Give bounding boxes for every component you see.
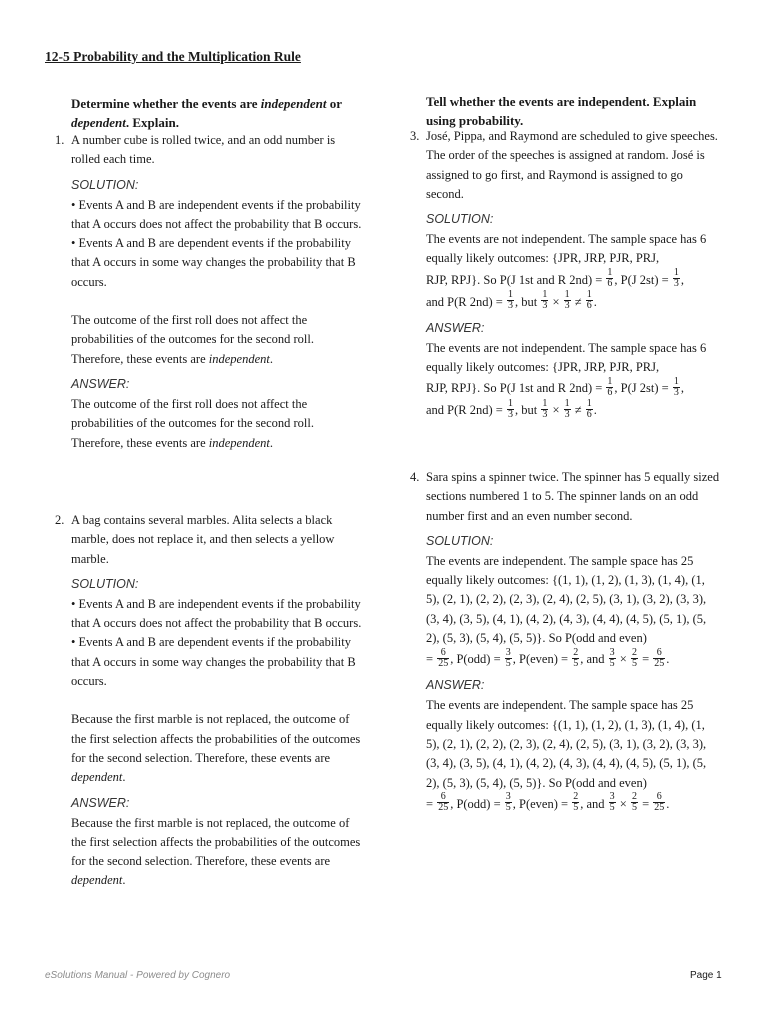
solution-emphasis: independent bbox=[208, 351, 270, 366]
definition-dependent: • Events A and B are dependent events if the probability that A occurs in some way changes the probability that B occurs. bbox=[71, 635, 356, 689]
heading-text: Determine whether the events are bbox=[71, 96, 261, 111]
denominator: 6 bbox=[586, 409, 592, 420]
fraction bbox=[631, 792, 638, 813]
probability-line-1 bbox=[426, 269, 720, 291]
numerator: 1 bbox=[607, 376, 613, 387]
heading-emphasis: dependent bbox=[71, 115, 126, 130]
denominator: 3 bbox=[542, 300, 548, 312]
denominator: 3 bbox=[564, 409, 570, 420]
fraction bbox=[541, 290, 548, 311]
solution-body: Because the first marble is not replaced, the outcome of the first selection affects the probabilities of the outcomes for the second selection. Therefore, these events are bbox=[71, 712, 361, 765]
answer-label: ANSWER: bbox=[426, 678, 485, 693]
fraction bbox=[609, 792, 616, 813]
fraction bbox=[507, 290, 514, 311]
denominator: 25 bbox=[438, 802, 449, 814]
fraction bbox=[572, 648, 579, 669]
numerator: 3 bbox=[505, 647, 511, 658]
denominator: 6 bbox=[607, 278, 613, 290]
numerator: 6 bbox=[656, 791, 662, 803]
denominator: 5 bbox=[631, 802, 637, 814]
numerator: 1 bbox=[564, 289, 570, 301]
problem-number: 4. bbox=[410, 470, 420, 484]
numerator: 6 bbox=[656, 647, 662, 658]
denominator: 3 bbox=[507, 409, 513, 420]
numerator: 1 bbox=[542, 398, 548, 409]
math-operator: ≠ bbox=[571, 403, 585, 418]
fraction bbox=[437, 792, 449, 813]
denominator: 3 bbox=[564, 300, 570, 312]
fraction bbox=[673, 268, 680, 289]
denominator: 25 bbox=[438, 658, 449, 669]
math-text: , bbox=[680, 272, 684, 287]
definition-dependent: • Events A and B are dependent events if the probability that A occurs in some way changes the probability that B occurs. bbox=[71, 236, 356, 289]
answer-text: The events are not independent. The sample space has 6 equally likely outcomes: {JPR, JRP, PJR, PRJ, bbox=[426, 340, 707, 375]
math-text: , bbox=[680, 381, 684, 396]
math-text: RJP, RPJ}. So P(J 1st and R 2nd) = bbox=[426, 381, 606, 396]
math-operator: = bbox=[638, 652, 653, 667]
fraction bbox=[564, 399, 571, 420]
numerator: 6 bbox=[440, 647, 446, 658]
math-text: . bbox=[666, 652, 670, 667]
fraction bbox=[572, 792, 579, 813]
page-number: Page 1 bbox=[690, 970, 722, 981]
math-text: . bbox=[666, 796, 670, 811]
math-text: RJP, RPJ}. So P(J 1st and R 2nd) = bbox=[426, 272, 606, 287]
math-text: , P(J 2st) = bbox=[614, 381, 672, 396]
heading-emphasis: independent bbox=[260, 96, 327, 111]
numerator: 2 bbox=[573, 647, 579, 658]
numerator: 2 bbox=[631, 647, 637, 658]
fraction bbox=[564, 290, 571, 311]
numerator: 1 bbox=[507, 289, 513, 301]
denominator: 5 bbox=[609, 658, 615, 669]
numerator: 1 bbox=[607, 267, 613, 279]
denominator: 5 bbox=[573, 658, 579, 669]
answer-label: ANSWER: bbox=[426, 320, 485, 335]
numerator: 1 bbox=[586, 398, 592, 409]
math-operator: = bbox=[426, 652, 437, 667]
numerator: 2 bbox=[631, 791, 637, 803]
right-section-heading: Tell whether the events are independent. Explain using probability. bbox=[426, 94, 697, 128]
punctuation: . bbox=[269, 435, 273, 450]
denominator: 5 bbox=[505, 658, 511, 669]
denominator: 5 bbox=[631, 658, 637, 669]
math-operator: × bbox=[549, 294, 563, 309]
numerator: 6 bbox=[440, 791, 446, 803]
fraction bbox=[541, 399, 548, 420]
math-text: , but bbox=[514, 403, 541, 418]
answer-label: ANSWER: bbox=[71, 376, 130, 391]
problem-number: 3. bbox=[410, 129, 420, 143]
fraction bbox=[606, 268, 613, 289]
probability-line-1 bbox=[426, 377, 720, 399]
numerator: 3 bbox=[609, 791, 615, 803]
fraction bbox=[437, 648, 449, 669]
numerator: 1 bbox=[564, 398, 570, 409]
fraction bbox=[586, 290, 593, 311]
problem-1 bbox=[55, 131, 365, 453]
math-operator: × bbox=[616, 796, 630, 811]
left-section-heading bbox=[71, 94, 371, 132]
answer-emphasis: independent bbox=[208, 435, 270, 450]
footer-credit: eSolutions Manual - Powered by Cognero bbox=[45, 970, 231, 981]
problem-number: 1. bbox=[55, 133, 65, 147]
fraction bbox=[505, 648, 512, 669]
heading-text: or bbox=[326, 96, 342, 111]
math-operator: × bbox=[616, 652, 630, 667]
fraction bbox=[586, 399, 593, 420]
answer-body: The outcome of the first roll does not affect the probabilities of the outcomes for the second roll. Therefore, these events are bbox=[71, 396, 314, 450]
answer-text: The events are independent. The sample space has 25 equally likely outcomes: {(1, 1), (1, 2), (1, 3), (1, 4), (1, 5), (2, 1), (2, 2), (2, 3), (2, 4), (2, 5), (3, 1), (3, 2), (3, 3), (3, 4), (3, 5), (4, 1), (4, 2), (4, 3), (4, 4), (4, 5), (5, 1), (5, 2), (5, 3), (5, 4), (5, 5)}. So P(odd and even) bbox=[426, 698, 707, 790]
numerator: 3 bbox=[609, 647, 615, 658]
probability-line bbox=[426, 648, 720, 670]
math-text: and P(R 2nd) = bbox=[426, 294, 506, 309]
probability-line-2 bbox=[426, 291, 720, 313]
denominator: 25 bbox=[654, 658, 665, 669]
problem-3 bbox=[410, 127, 720, 421]
answer-label: ANSWER: bbox=[71, 795, 130, 810]
denominator: 5 bbox=[573, 802, 579, 814]
solution-label: SOLUTION: bbox=[71, 576, 139, 591]
math-text: , P(odd) = bbox=[450, 796, 504, 811]
denominator: 5 bbox=[609, 802, 615, 814]
solution-text bbox=[71, 311, 365, 369]
math-text: , P(even) = bbox=[512, 796, 572, 811]
denominator: 25 bbox=[654, 802, 665, 814]
problem-question: A number cube is rolled twice, and an odd number is rolled each time. bbox=[71, 133, 336, 167]
fraction bbox=[653, 648, 665, 669]
math-operator: ≠ bbox=[571, 294, 585, 309]
numerator: 1 bbox=[673, 267, 679, 279]
numerator: 3 bbox=[505, 791, 511, 803]
solution-label: SOLUTION: bbox=[426, 212, 494, 227]
denominator: 3 bbox=[507, 300, 513, 312]
heading-text: . Explain. bbox=[125, 115, 179, 130]
probability-line bbox=[426, 793, 720, 815]
solution-text bbox=[71, 710, 365, 787]
denominator: 6 bbox=[586, 300, 592, 312]
fraction bbox=[507, 399, 514, 420]
definition-independent: • Events A and B are independent events if the probability that A occurs does not affect the probability that B occurs. bbox=[71, 197, 362, 231]
denominator: 3 bbox=[542, 409, 548, 420]
math-text: . bbox=[593, 403, 597, 418]
math-text: , and bbox=[580, 652, 608, 667]
problem-number: 2. bbox=[55, 513, 65, 527]
denominator: 5 bbox=[505, 802, 511, 814]
denominator: 3 bbox=[673, 387, 679, 398]
page-title: 12-5 Probability and the Multiplication Rule bbox=[45, 49, 301, 64]
answer-text bbox=[71, 395, 365, 453]
punctuation: . bbox=[122, 873, 126, 888]
math-operator: × bbox=[549, 403, 563, 418]
numerator: 1 bbox=[586, 289, 592, 301]
solution-body: The outcome of the first roll does not affect the probabilities of the outcomes for the second roll. Therefore, these events are bbox=[71, 313, 314, 366]
math-text: , but bbox=[514, 294, 541, 309]
fraction bbox=[673, 377, 680, 398]
fraction bbox=[606, 377, 613, 398]
fraction bbox=[653, 792, 665, 813]
math-text: , and bbox=[580, 796, 608, 811]
fraction bbox=[505, 792, 512, 813]
problem-question: José, Pippa, and Raymond are scheduled to give speeches. The order of the speeches is assigned at random. José is assigned to go first, and Raymond is assigned to go second. bbox=[426, 129, 718, 201]
math-text: , P(J 2st) = bbox=[614, 272, 672, 287]
numerator: 1 bbox=[673, 376, 679, 387]
solution-label: SOLUTION: bbox=[426, 533, 494, 548]
answer-text bbox=[71, 814, 365, 891]
math-text: , P(odd) = bbox=[450, 652, 504, 667]
math-text: and P(R 2nd) = bbox=[426, 403, 506, 418]
definition-independent: • Events A and B are independent events if the probability that A occurs does not affect the probability that B occurs. bbox=[71, 596, 362, 631]
denominator: 6 bbox=[607, 387, 613, 398]
problem-4 bbox=[410, 468, 720, 815]
punctuation: . bbox=[122, 770, 126, 785]
math-text: , P(even) = bbox=[512, 652, 572, 667]
fraction bbox=[609, 648, 616, 669]
probability-line-2 bbox=[426, 399, 720, 421]
fraction bbox=[631, 648, 638, 669]
solution-emphasis: dependent bbox=[71, 770, 123, 785]
punctuation: . bbox=[269, 351, 273, 366]
math-operator: = bbox=[638, 796, 653, 811]
denominator: 3 bbox=[673, 278, 679, 290]
answer-body: Because the first marble is not replaced, the outcome of the first selection affects the probabilities of the outcomes for the second selection. Therefore, these events are bbox=[71, 815, 361, 869]
math-text: . bbox=[593, 294, 597, 309]
solution-text: The events are not independent. The sample space has 6 equally likely outcomes: {JPR, JRP, PJR, PRJ, bbox=[426, 232, 707, 266]
problem-question: A bag contains several marbles. Alita selects a black marble, does not replace it, and then selects a yellow marble. bbox=[71, 513, 335, 566]
solution-text: The events are independent. The sample space has 25 equally likely outcomes: {(1, 1), (1, 2), (1, 3), (1, 4), (1, 5), (2, 1), (2, 2), (2, 3), (2, 4), (2, 5), (3, 1), (3, 2), (3, 3), (3, 4), (3, 5), (4, 1), (4, 2), (4, 3), (4, 4), (4, 5), (5, 1), (5, 2), (5, 3), (5, 4), (5, 5)}. So P(odd and even) bbox=[426, 553, 707, 646]
answer-emphasis: dependent bbox=[71, 873, 123, 888]
problem-2 bbox=[55, 511, 365, 891]
numerator: 1 bbox=[507, 398, 513, 409]
problem-question: Sara spins a spinner twice. The spinner has 5 equally sized sections numbered 1 to 5. The spinner lands on an odd number first and an even number second. bbox=[426, 470, 720, 523]
solution-label: SOLUTION: bbox=[71, 177, 139, 192]
numerator: 2 bbox=[573, 791, 579, 803]
math-operator: = bbox=[426, 796, 437, 811]
numerator: 1 bbox=[542, 289, 548, 301]
